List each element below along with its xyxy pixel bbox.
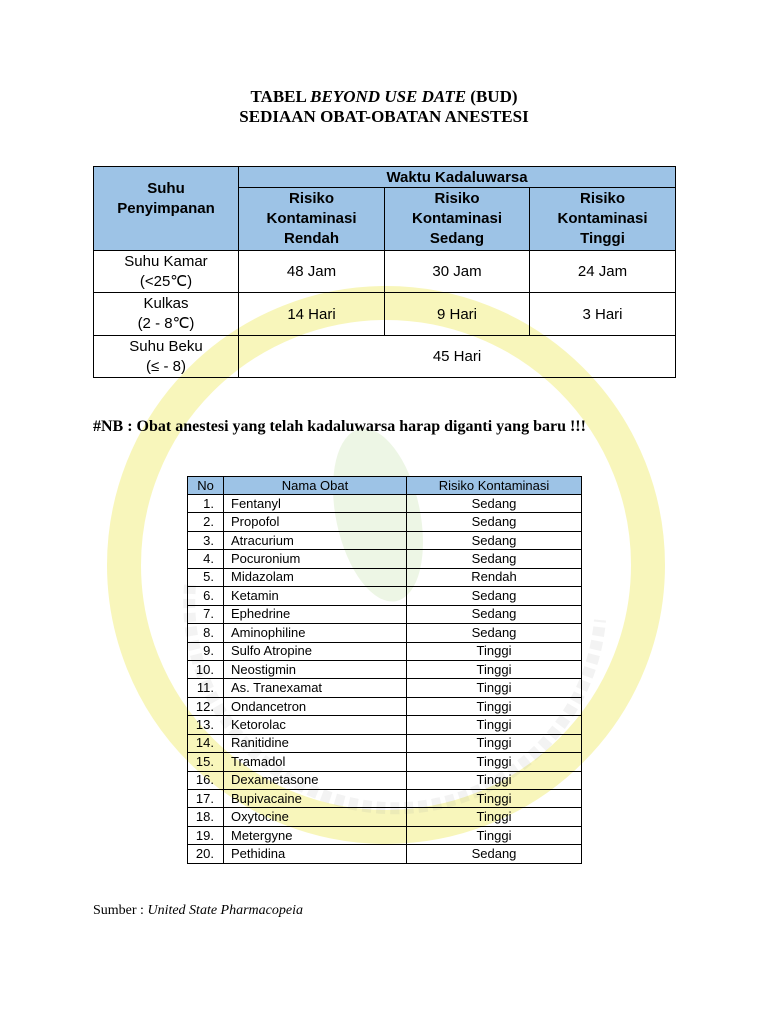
drug-name: Dexametasone	[224, 771, 407, 789]
storage-condition	[94, 336, 239, 378]
row-number: 10.	[188, 660, 224, 678]
table-row	[188, 734, 582, 752]
storage-condition	[94, 251, 239, 293]
contamination-risk: Tinggi	[407, 826, 582, 844]
header-risk-line: Rendah	[283, 230, 339, 247]
drug-name: Ketamin	[224, 587, 407, 605]
header-risk-line: Kontaminasi	[411, 210, 502, 227]
table-row	[188, 568, 582, 586]
contamination-risk: Sedang	[407, 550, 582, 568]
row-number: 6.	[188, 587, 224, 605]
drug-name: Neostigmin	[224, 660, 407, 678]
header-risk-line: Kontaminasi	[266, 210, 357, 227]
row-number: 7.	[188, 605, 224, 623]
table-row	[188, 513, 582, 531]
table-row	[188, 587, 582, 605]
row-number: 13.	[188, 716, 224, 734]
drug-name: Ondancetron	[224, 697, 407, 715]
header-contamination-risk: Risiko Kontaminasi	[407, 477, 582, 495]
header-no: No	[188, 477, 224, 495]
table-row	[188, 531, 582, 549]
contamination-risk: Tinggi	[407, 679, 582, 697]
note-text: #NB : Obat anestesi yang telah kadaluwarsa harap diganti yang baru !!!	[93, 418, 586, 435]
storage-condition-line: Kulkas	[143, 295, 189, 312]
table-row	[188, 697, 582, 715]
row-number: 18.	[188, 808, 224, 826]
contamination-risk: Tinggi	[407, 697, 582, 715]
expiry-value: 30 Jam	[385, 251, 530, 293]
row-number: 8.	[188, 624, 224, 642]
header-storage-line: Suhu	[147, 179, 185, 197]
source-value: United State Pharmacopeia	[147, 903, 303, 918]
contamination-risk: Sedang	[407, 495, 582, 513]
document-title	[0, 87, 768, 127]
expiry-value: 24 Jam	[530, 251, 676, 293]
header-risk-low	[239, 188, 385, 251]
title-italic: BEYOND USE DATE	[310, 87, 467, 106]
expiry-value: 3 Hari	[530, 293, 676, 336]
table-row	[188, 845, 582, 863]
contamination-risk: Tinggi	[407, 642, 582, 660]
storage-condition-line: Suhu Beku	[129, 337, 203, 355]
expiry-value-merged: 45 Hari	[239, 336, 676, 378]
bud-table	[93, 166, 676, 378]
row-number: 20.	[188, 845, 224, 863]
header-risk-high	[530, 188, 676, 251]
expiry-value: 9 Hari	[385, 293, 530, 336]
row-number: 5.	[188, 568, 224, 586]
drug-name: Propofol	[224, 513, 407, 531]
drug-table-header-row	[188, 477, 582, 495]
row-number: 9.	[188, 642, 224, 660]
row-number: 14.	[188, 734, 224, 752]
contamination-risk: Tinggi	[407, 734, 582, 752]
drug-name: Pocuronium	[224, 550, 407, 568]
table-row	[188, 808, 582, 826]
contamination-risk: Tinggi	[407, 716, 582, 734]
drug-name: Bupivacaine	[224, 790, 407, 808]
drug-name: Ketorolac	[224, 716, 407, 734]
title-suffix: (BUD)	[470, 87, 518, 106]
row-number: 19.	[188, 826, 224, 844]
contamination-risk: Sedang	[407, 513, 582, 531]
header-storage-line: Penyimpanan	[117, 199, 215, 217]
header-risk-line: Risiko	[580, 190, 626, 207]
drug-name: Aminophiline	[224, 624, 407, 642]
header-risk-line: Sedang	[429, 230, 485, 247]
drug-name: Midazolam	[224, 568, 407, 586]
drug-name: Oxytocine	[224, 808, 407, 826]
drug-name: Pethidina	[224, 845, 407, 863]
drug-name: Sulfo Atropine	[224, 642, 407, 660]
row-number: 17.	[188, 790, 224, 808]
storage-condition-line: (≤ - 8)	[146, 357, 186, 375]
title-line-2: SEDIAAN OBAT-OBATAN ANESTESI	[239, 107, 529, 126]
drug-name: Ranitidine	[224, 734, 407, 752]
drug-name: Atracurium	[224, 531, 407, 549]
contamination-risk: Tinggi	[407, 753, 582, 771]
contamination-risk: Sedang	[407, 587, 582, 605]
contamination-risk: Tinggi	[407, 808, 582, 826]
bud-header-row-1	[94, 167, 676, 188]
drug-name: Tramadol	[224, 753, 407, 771]
drug-table	[187, 476, 582, 864]
header-risk-medium	[385, 188, 530, 251]
drug-name: Ephedrine	[224, 605, 407, 623]
row-number: 1.	[188, 495, 224, 513]
table-row	[188, 753, 582, 771]
header-expiry-time: Waktu Kadaluwarsa	[239, 167, 676, 188]
row-number: 3.	[188, 531, 224, 549]
table-row	[188, 826, 582, 844]
table-row	[188, 716, 582, 734]
bud-row-room-temperature	[94, 251, 676, 293]
storage-condition-line: Suhu Kamar	[124, 252, 208, 270]
contamination-risk: Rendah	[407, 568, 582, 586]
source-citation	[93, 902, 303, 920]
drug-name: Fentanyl	[224, 495, 407, 513]
source-label: Sumber :	[93, 903, 144, 918]
contamination-risk: Tinggi	[407, 790, 582, 808]
header-drug-name: Nama Obat	[224, 477, 407, 495]
table-row	[188, 771, 582, 789]
table-row	[188, 605, 582, 623]
table-row	[188, 624, 582, 642]
table-row	[188, 495, 582, 513]
row-number: 11.	[188, 679, 224, 697]
title-line-1	[0, 87, 768, 107]
contamination-risk: Tinggi	[407, 771, 582, 789]
table-row	[188, 660, 582, 678]
expiry-value: 48 Jam	[239, 251, 385, 293]
expiry-value: 14 Hari	[239, 293, 385, 336]
row-number: 4.	[188, 550, 224, 568]
title-prefix: TABEL	[250, 87, 306, 106]
bud-row-refrigerator	[94, 293, 676, 336]
row-number: 2.	[188, 513, 224, 531]
table-row	[188, 642, 582, 660]
storage-condition-line: (2 - 8℃)	[137, 315, 195, 332]
row-number: 15.	[188, 753, 224, 771]
storage-condition	[94, 293, 239, 336]
contamination-risk: Sedang	[407, 624, 582, 642]
table-row	[188, 550, 582, 568]
row-number: 12.	[188, 697, 224, 715]
header-storage-temperature	[94, 167, 239, 251]
drug-name: Metergyne	[224, 826, 407, 844]
table-row	[188, 790, 582, 808]
contamination-risk: Tinggi	[407, 660, 582, 678]
contamination-risk: Sedang	[407, 845, 582, 863]
contamination-risk: Sedang	[407, 605, 582, 623]
row-number: 16.	[188, 771, 224, 789]
header-risk-line: Kontaminasi	[557, 210, 648, 227]
header-risk-line: Tinggi	[580, 230, 625, 247]
table-row	[188, 679, 582, 697]
bud-row-frozen	[94, 336, 676, 378]
storage-condition-line: (<25℃)	[139, 272, 193, 290]
header-risk-line: Risiko	[288, 190, 334, 207]
header-risk-line: Risiko	[434, 190, 480, 207]
drug-name: As. Tranexamat	[224, 679, 407, 697]
contamination-risk: Sedang	[407, 531, 582, 549]
